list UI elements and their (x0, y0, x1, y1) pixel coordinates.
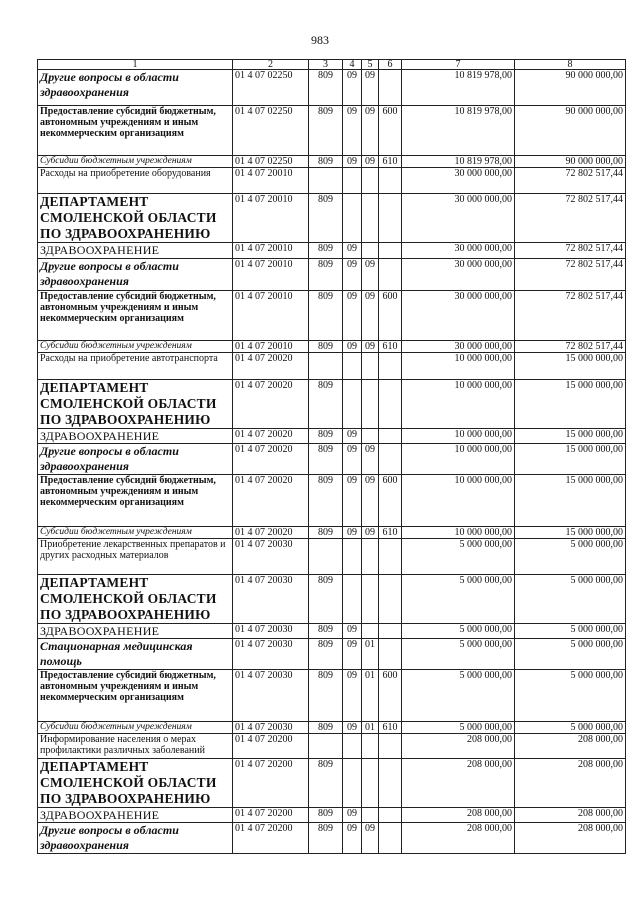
row-section: 09 (343, 823, 362, 854)
table-row (38, 259, 626, 291)
table-row (38, 106, 626, 156)
row-code: 01 4 07 20200 (233, 823, 309, 854)
row-department-code (309, 353, 343, 380)
row-subsection: 09 (362, 823, 379, 854)
row-code: 01 4 07 02250 (233, 70, 309, 106)
row-department-code: 809 (309, 243, 343, 259)
row-subsection (362, 624, 379, 639)
table-row (38, 539, 626, 575)
table-row (38, 808, 626, 823)
row-amount-col7: 30 000 000,00 (402, 259, 515, 291)
row-code: 01 4 07 20020 (233, 429, 309, 444)
row-department-code: 809 (309, 575, 343, 624)
table-row (38, 70, 626, 106)
row-amount-col8: 15 000 000,00 (515, 380, 626, 429)
row-amount-col7: 10 000 000,00 (402, 475, 515, 527)
row-subsection (362, 759, 379, 808)
row-subsection: 09 (362, 156, 379, 168)
row-description: ЗДРАВООХРАНЕНИЕ (38, 624, 233, 639)
row-code: 01 4 07 20020 (233, 444, 309, 475)
row-expense-type (379, 429, 402, 444)
row-section: 09 (343, 475, 362, 527)
row-code: 01 4 07 20010 (233, 341, 309, 353)
row-description: Предоставление субсидий бюджетным, автономным учреждениям и иным некоммерческим организациям (38, 106, 233, 156)
row-expense-type (379, 259, 402, 291)
row-subsection: 01 (362, 639, 379, 670)
row-code: 01 4 07 20010 (233, 194, 309, 243)
row-code: 01 4 07 20030 (233, 722, 309, 734)
row-section (343, 734, 362, 759)
row-department-code: 809 (309, 808, 343, 823)
row-department-code: 809 (309, 259, 343, 291)
row-section: 09 (343, 259, 362, 291)
row-expense-type (379, 808, 402, 823)
row-section (343, 539, 362, 575)
row-amount-col8: 5 000 000,00 (515, 575, 626, 624)
row-description: ЗДРАВООХРАНЕНИЕ (38, 429, 233, 444)
row-section (343, 353, 362, 380)
row-expense-type (379, 380, 402, 429)
row-description: Другие вопросы в области здравоохранения (38, 70, 233, 106)
table-row (38, 639, 626, 670)
table-row (38, 380, 626, 429)
row-code: 01 4 07 20030 (233, 575, 309, 624)
row-subsection (362, 575, 379, 624)
row-department-code: 809 (309, 429, 343, 444)
header-row (38, 60, 626, 70)
row-description: Другие вопросы в области здравоохранения (38, 823, 233, 854)
row-subsection (362, 353, 379, 380)
row-amount-col8: 15 000 000,00 (515, 429, 626, 444)
row-expense-type (379, 539, 402, 575)
row-amount-col7: 10 819 978,00 (402, 70, 515, 106)
page-number: 983 (311, 33, 329, 47)
table-row (38, 429, 626, 444)
row-amount-col7: 208 000,00 (402, 734, 515, 759)
row-code: 01 4 07 20200 (233, 734, 309, 759)
row-description: Предоставление субсидий бюджетным, автономным учреждениям и иным некоммерческим организациям (38, 291, 233, 341)
row-subsection: 09 (362, 291, 379, 341)
header-cell: 6 (379, 60, 402, 70)
row-code: 01 4 07 20010 (233, 243, 309, 259)
row-subsection (362, 380, 379, 429)
table-row (38, 168, 626, 194)
row-amount-col8: 15 000 000,00 (515, 527, 626, 539)
table-row (38, 194, 626, 243)
row-amount-col8: 208 000,00 (515, 759, 626, 808)
row-amount-col7: 30 000 000,00 (402, 243, 515, 259)
row-expense-type: 600 (379, 475, 402, 527)
row-amount-col7: 208 000,00 (402, 823, 515, 854)
row-department-code: 809 (309, 106, 343, 156)
row-amount-col8: 72 802 517,44 (515, 243, 626, 259)
row-department-code: 809 (309, 291, 343, 341)
row-expense-type (379, 624, 402, 639)
row-amount-col8: 208 000,00 (515, 734, 626, 759)
table-row (38, 243, 626, 259)
row-amount-col7: 5 000 000,00 (402, 624, 515, 639)
row-amount-col7: 30 000 000,00 (402, 341, 515, 353)
row-section: 09 (343, 444, 362, 475)
row-expense-type: 610 (379, 156, 402, 168)
row-code: 01 4 07 20200 (233, 759, 309, 808)
table-row (38, 759, 626, 808)
row-amount-col7: 10 000 000,00 (402, 527, 515, 539)
row-expense-type: 610 (379, 722, 402, 734)
row-section: 09 (343, 722, 362, 734)
row-department-code: 809 (309, 341, 343, 353)
row-amount-col8: 5 000 000,00 (515, 624, 626, 639)
row-description: Расходы на приобретение автотранспорта (38, 353, 233, 380)
row-department-code (309, 168, 343, 194)
row-description: Информирование населения о мерах профилактики различных заболеваний (38, 734, 233, 759)
header-cell: 2 (233, 60, 309, 70)
row-description: ДЕПАРТАМЕНТ СМОЛЕНСКОЙ ОБЛАСТИ ПО ЗДРАВООХРАНЕНИЮ (38, 194, 233, 243)
row-code: 01 4 07 02250 (233, 106, 309, 156)
table-row (38, 353, 626, 380)
row-code: 01 4 07 02250 (233, 156, 309, 168)
row-amount-col8: 208 000,00 (515, 823, 626, 854)
row-amount-col8: 72 802 517,44 (515, 259, 626, 291)
row-subsection: 01 (362, 722, 379, 734)
row-description: ДЕПАРТАМЕНТ СМОЛЕНСКОЙ ОБЛАСТИ ПО ЗДРАВООХРАНЕНИЮ (38, 759, 233, 808)
row-expense-type (379, 70, 402, 106)
row-code: 01 4 07 20020 (233, 527, 309, 539)
row-amount-col7: 10 819 978,00 (402, 156, 515, 168)
row-subsection (362, 194, 379, 243)
row-code: 01 4 07 20010 (233, 168, 309, 194)
row-description: ДЕПАРТАМЕНТ СМОЛЕНСКОЙ ОБЛАСТИ ПО ЗДРАВООХРАНЕНИЮ (38, 380, 233, 429)
row-department-code: 809 (309, 475, 343, 527)
row-subsection: 01 (362, 670, 379, 722)
header-cell: 3 (309, 60, 343, 70)
table-row (38, 722, 626, 734)
row-code: 01 4 07 20020 (233, 353, 309, 380)
row-description: Субсидии бюджетным учреждениям (38, 156, 233, 168)
row-code: 01 4 07 20030 (233, 670, 309, 722)
row-code: 01 4 07 20010 (233, 259, 309, 291)
row-section: 09 (343, 624, 362, 639)
row-amount-col8: 72 802 517,44 (515, 341, 626, 353)
row-amount-col7: 10 000 000,00 (402, 444, 515, 475)
row-subsection (362, 429, 379, 444)
row-department-code: 809 (309, 722, 343, 734)
row-department-code: 809 (309, 380, 343, 429)
row-amount-col7: 5 000 000,00 (402, 670, 515, 722)
row-description: ДЕПАРТАМЕНТ СМОЛЕНСКОЙ ОБЛАСТИ ПО ЗДРАВООХРАНЕНИЮ (38, 575, 233, 624)
row-department-code (309, 734, 343, 759)
row-subsection (362, 243, 379, 259)
row-description: Субсидии бюджетным учреждениям (38, 527, 233, 539)
header-cell: 8 (515, 60, 626, 70)
row-subsection: 09 (362, 106, 379, 156)
row-section: 09 (343, 243, 362, 259)
row-subsection: 09 (362, 341, 379, 353)
row-section (343, 194, 362, 243)
row-section (343, 575, 362, 624)
table-row (38, 823, 626, 854)
table-row (38, 475, 626, 527)
row-amount-col8: 90 000 000,00 (515, 70, 626, 106)
row-section: 09 (343, 341, 362, 353)
row-section (343, 759, 362, 808)
row-amount-col8: 15 000 000,00 (515, 444, 626, 475)
row-amount-col7: 10 000 000,00 (402, 353, 515, 380)
row-code: 01 4 07 20030 (233, 624, 309, 639)
row-amount-col7: 10 000 000,00 (402, 380, 515, 429)
row-amount-col7: 5 000 000,00 (402, 575, 515, 624)
table-row (38, 527, 626, 539)
row-section: 09 (343, 106, 362, 156)
row-department-code: 809 (309, 670, 343, 722)
row-description: ЗДРАВООХРАНЕНИЕ (38, 243, 233, 259)
row-description: ЗДРАВООХРАНЕНИЕ (38, 808, 233, 823)
row-section (343, 168, 362, 194)
row-amount-col8: 90 000 000,00 (515, 106, 626, 156)
row-amount-col8: 208 000,00 (515, 808, 626, 823)
row-amount-col7: 10 000 000,00 (402, 429, 515, 444)
row-expense-type: 600 (379, 106, 402, 156)
row-code: 01 4 07 20020 (233, 380, 309, 429)
row-amount-col7: 5 000 000,00 (402, 722, 515, 734)
row-section (343, 380, 362, 429)
row-amount-col8: 5 000 000,00 (515, 639, 626, 670)
row-section: 09 (343, 156, 362, 168)
row-amount-col8: 72 802 517,44 (515, 194, 626, 243)
row-section: 09 (343, 527, 362, 539)
row-amount-col7: 30 000 000,00 (402, 291, 515, 341)
row-description: Предоставление субсидий бюджетным, автономным учреждениям и иным некоммерческим организациям (38, 475, 233, 527)
row-expense-type (379, 444, 402, 475)
row-section: 09 (343, 70, 362, 106)
row-expense-type (379, 639, 402, 670)
row-section: 09 (343, 429, 362, 444)
row-description: Предоставление субсидий бюджетным, автономным учреждениям и иным некоммерческим организациям (38, 670, 233, 722)
row-section: 09 (343, 639, 362, 670)
row-amount-col8: 90 000 000,00 (515, 156, 626, 168)
table-row (38, 575, 626, 624)
row-section: 09 (343, 670, 362, 722)
header-cell: 5 (362, 60, 379, 70)
row-department-code: 809 (309, 70, 343, 106)
row-code: 01 4 07 20030 (233, 539, 309, 575)
header-cell: 4 (343, 60, 362, 70)
row-subsection: 09 (362, 475, 379, 527)
table-row (38, 341, 626, 353)
row-subsection (362, 168, 379, 194)
row-amount-col7: 5 000 000,00 (402, 639, 515, 670)
table-row (38, 156, 626, 168)
table-row (38, 444, 626, 475)
row-amount-col7: 30 000 000,00 (402, 168, 515, 194)
row-expense-type (379, 575, 402, 624)
row-subsection: 09 (362, 70, 379, 106)
row-expense-type (379, 823, 402, 854)
table-row (38, 624, 626, 639)
row-subsection (362, 734, 379, 759)
row-amount-col7: 208 000,00 (402, 808, 515, 823)
row-amount-col8: 15 000 000,00 (515, 353, 626, 380)
row-department-code: 809 (309, 156, 343, 168)
row-amount-col7: 208 000,00 (402, 759, 515, 808)
row-amount-col8: 15 000 000,00 (515, 475, 626, 527)
row-expense-type: 600 (379, 291, 402, 341)
row-department-code: 809 (309, 759, 343, 808)
row-description: Другие вопросы в области здравоохранения (38, 259, 233, 291)
row-description: Субсидии бюджетным учреждениям (38, 341, 233, 353)
row-expense-type (379, 759, 402, 808)
row-expense-type (379, 194, 402, 243)
row-expense-type (379, 734, 402, 759)
row-code: 01 4 07 20020 (233, 475, 309, 527)
row-description: Стационарная медицинская помощь (38, 639, 233, 670)
row-department-code: 809 (309, 527, 343, 539)
row-subsection: 09 (362, 259, 379, 291)
row-amount-col7: 30 000 000,00 (402, 194, 515, 243)
row-code: 01 4 07 20200 (233, 808, 309, 823)
row-expense-type: 610 (379, 527, 402, 539)
row-expense-type (379, 353, 402, 380)
header-cell: 1 (38, 60, 233, 70)
row-department-code: 809 (309, 624, 343, 639)
header-cell: 7 (402, 60, 515, 70)
row-subsection: 09 (362, 527, 379, 539)
row-amount-col7: 5 000 000,00 (402, 539, 515, 575)
table-row (38, 734, 626, 759)
budget-table (37, 59, 626, 854)
row-department-code (309, 539, 343, 575)
row-department-code: 809 (309, 444, 343, 475)
row-description: Приобретение лекарственных препаратов и других расходных материалов (38, 539, 233, 575)
row-expense-type: 610 (379, 341, 402, 353)
row-amount-col8: 72 802 517,44 (515, 291, 626, 341)
row-amount-col8: 5 000 000,00 (515, 539, 626, 575)
row-amount-col8: 5 000 000,00 (515, 722, 626, 734)
table-row (38, 670, 626, 722)
row-amount-col7: 10 819 978,00 (402, 106, 515, 156)
row-department-code: 809 (309, 823, 343, 854)
row-department-code: 809 (309, 194, 343, 243)
row-description: Другие вопросы в области здравоохранения (38, 444, 233, 475)
row-subsection: 09 (362, 444, 379, 475)
row-expense-type: 600 (379, 670, 402, 722)
row-department-code: 809 (309, 639, 343, 670)
row-expense-type (379, 168, 402, 194)
row-code: 01 4 07 20010 (233, 291, 309, 341)
row-code: 01 4 07 20030 (233, 639, 309, 670)
row-amount-col8: 72 802 517,44 (515, 168, 626, 194)
table-row (38, 291, 626, 341)
row-description: Расходы на приобретение оборудования (38, 168, 233, 194)
row-amount-col8: 5 000 000,00 (515, 670, 626, 722)
row-section: 09 (343, 808, 362, 823)
row-expense-type (379, 243, 402, 259)
row-subsection (362, 539, 379, 575)
row-description: Субсидии бюджетным учреждениям (38, 722, 233, 734)
row-subsection (362, 808, 379, 823)
row-section: 09 (343, 291, 362, 341)
